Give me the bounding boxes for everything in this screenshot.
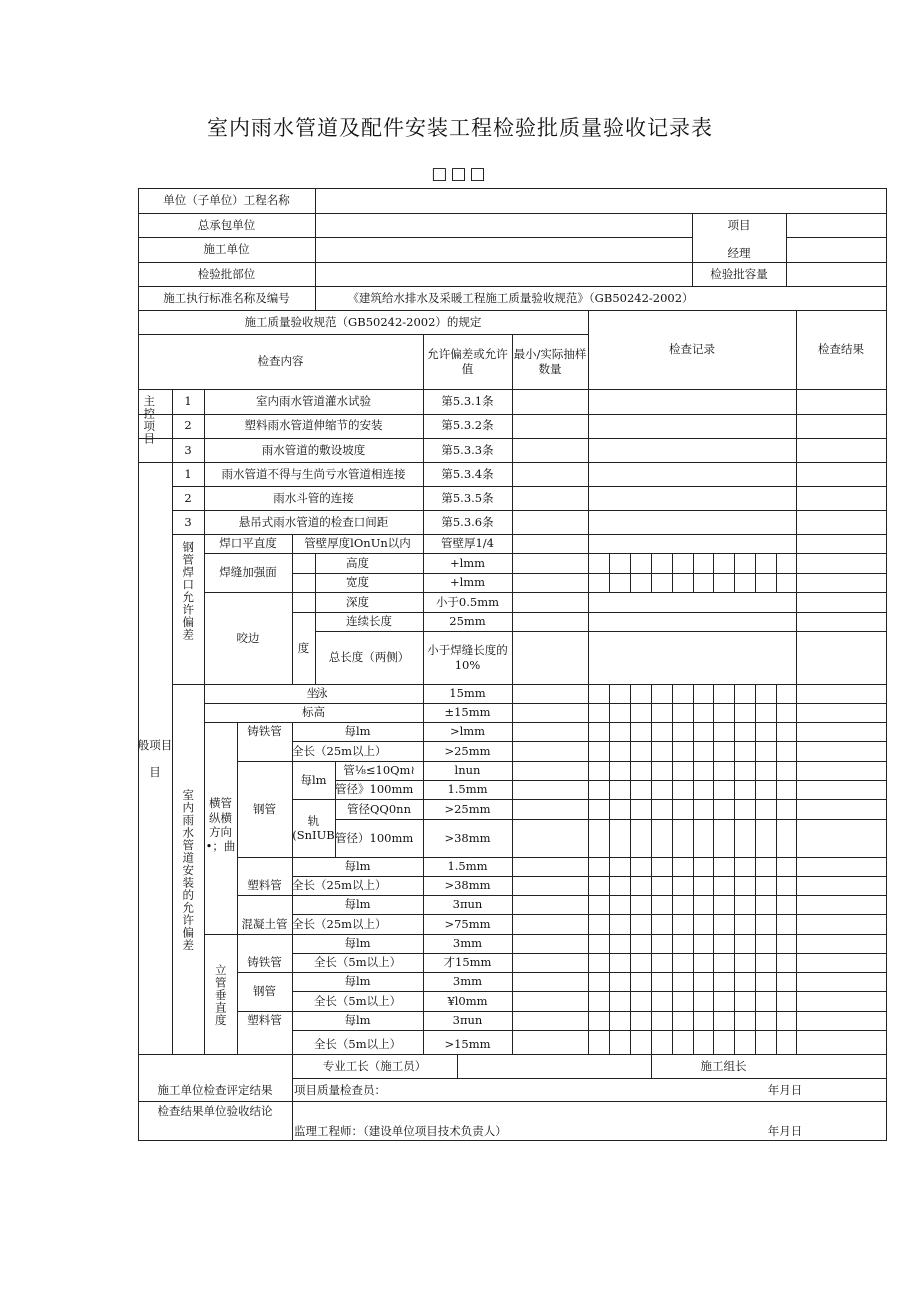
table-rule	[734, 684, 735, 1055]
pipe-coord-value: 15mm	[449, 686, 486, 701]
weld-depth-value: 小于0.5mm	[435, 594, 500, 609]
weld-group-label: 钢管焊口允许偏差	[181, 541, 196, 641]
general-item-ref: 第5.3.5条	[441, 490, 494, 505]
table-rule	[734, 553, 735, 593]
pipe-steel-value-2: 1.5mm	[447, 782, 488, 797]
table-rule	[292, 1030, 887, 1031]
table-rule	[796, 310, 797, 1055]
main-item-ref: 第5.3.1条	[441, 393, 494, 408]
standard-label: 施工执行标准名称及编号	[163, 290, 290, 305]
pipe-ci-total-value: >25mm	[444, 743, 491, 758]
pipe-steel-gui-label: 轨(SnIUB	[292, 813, 335, 842]
weld-cont-len-value: 25mm	[449, 614, 486, 629]
pipe-concrete-value-1: 3πun	[452, 897, 483, 912]
weld-width-label: 宽度	[346, 575, 369, 590]
result-header: 检查结果	[818, 342, 864, 357]
pipe-coord-label-2: 泳	[316, 686, 328, 701]
weld-reinforce-label: 焊缝加强面	[219, 565, 277, 580]
inspection-form-table	[138, 188, 886, 1141]
pipe-steel-label: 钢管	[253, 801, 276, 816]
pipe-vert-ci-value-1: 3mm	[452, 936, 483, 951]
weld-cont-len-label: 连续长度	[346, 614, 392, 629]
page-title: 室内雨水管道及配件安装工程检验批质量验收记录表	[207, 116, 713, 140]
pipe-cast-iron-label: 铸铁管	[247, 724, 282, 739]
pipe-vert-pl-value-2: >15mm	[444, 1037, 491, 1052]
pipe-concrete-label: 混凝土管	[241, 916, 288, 931]
table-rule	[886, 188, 887, 1141]
pipe-per-m-label: 每lm	[344, 724, 371, 739]
engineer-label: 监理工程师：（建设单位项目技术负责人）	[294, 1123, 507, 1138]
table-rule	[693, 553, 694, 593]
foreman-label: 专业工长（施工员）	[322, 1058, 427, 1073]
table-rule	[630, 553, 631, 593]
pipe-total-25-label: 全长（25m以上）	[292, 743, 387, 758]
pipe-steel-cond-4: 管径）100mm	[335, 830, 414, 845]
sample-header: 最小/实际抽样数量	[513, 347, 587, 376]
weld-height-label: 高度	[346, 555, 369, 570]
general-item-ref: 第5.3.6条	[441, 514, 494, 529]
pipe-plastic-value-1: 1.5mm	[447, 859, 488, 874]
form-code-boxes: □□□	[431, 164, 489, 184]
pipe-steel-cond-2: 管径》100mm	[335, 782, 414, 797]
general-items-label-2: 目	[149, 764, 161, 779]
pipe-concrete-total-label: 全长（25m以上）	[292, 916, 387, 931]
table-rule	[457, 1054, 458, 1079]
supervision-conclusion-label: 检查结果单位验收结论	[157, 1103, 273, 1118]
pipe-vert-st-total-label: 全长（5m以上）	[313, 993, 402, 1008]
weld-depth-label: 深度	[346, 594, 369, 609]
table-rule	[651, 684, 652, 1055]
pipe-steel-cond-1: 管⅛≤10Qm≀	[343, 763, 415, 778]
pipe-ci-per-m-value: >lmm	[449, 724, 486, 739]
pipe-vert-cast-iron-label: 铸铁管	[247, 955, 282, 970]
weld-flat-label: 焊口平直度	[219, 536, 277, 551]
main-item-content: 塑料雨水管道伸缩节的安装	[244, 418, 383, 433]
table-rule	[713, 553, 714, 593]
table-rule	[786, 237, 887, 238]
pipe-vert-pl-total-label: 全长（5m以上）	[313, 1037, 402, 1052]
weld-height-value: +lmm	[449, 555, 486, 570]
table-rule	[755, 684, 756, 1055]
main-items-label: 主控项目	[142, 394, 157, 445]
pipe-vert-steel-label: 钢管	[253, 984, 276, 999]
general-item-no: 1	[184, 466, 192, 481]
pipe-plastic-value-2: >38mm	[444, 878, 491, 893]
pipe-steel-cond-3: 管径QQ0nn	[347, 801, 411, 816]
capacity-label: 检验批容量	[710, 266, 768, 281]
general-items-label: 般项目	[137, 737, 173, 752]
main-item-content: 室内雨水管道灌水试验	[256, 393, 371, 408]
pipe-vert-ci-total-label: 全长（5m以上）	[313, 955, 402, 970]
pipe-vert-pl-per-m-label: 每lm	[344, 1013, 371, 1028]
table-rule	[609, 684, 610, 1055]
weld-flat-value: 管壁厚1/4	[440, 536, 494, 551]
table-rule	[588, 310, 589, 1055]
pm-label-2: 经理	[727, 245, 751, 260]
pm-label-1: 项目	[727, 217, 751, 232]
main-item-no: 3	[184, 442, 192, 457]
pipe-elev-value: ±15mm	[444, 705, 491, 720]
table-rule	[713, 684, 714, 1055]
table-rule	[630, 684, 631, 1055]
content-header: 检查内容	[257, 354, 304, 369]
general-item-content: 悬吊式雨水管道的检查口间距	[238, 514, 389, 529]
main-item-content: 雨水管道的敷设坡度	[261, 442, 366, 457]
pipe-group-label: 室内雨水管道安装的允许偏差	[181, 788, 196, 952]
eval-date: 年月日	[767, 1083, 803, 1098]
record-header: 检查记录	[669, 342, 715, 357]
pipe-steel-value-4: >38mm	[444, 830, 491, 845]
table-rule	[292, 1078, 887, 1079]
pipe-vert-plastic-label: 塑料管	[247, 1013, 282, 1028]
pipe-vert-st-per-m-label: 每lm	[344, 974, 371, 989]
weld-flat-cond: 管壁厚度lOnUn以内	[304, 536, 411, 551]
table-rule	[786, 213, 787, 287]
construction-unit-label: 施工单位	[203, 242, 250, 257]
main-item-no: 2	[184, 418, 192, 433]
pipe-steel-value-1: lnun	[454, 763, 481, 778]
general-item-content: 雨水斗管的连接	[273, 490, 354, 505]
pipe-vert-ci-value-2: 才15mm	[443, 955, 492, 970]
pipe-plastic-per-m-label: 每lm	[344, 859, 371, 874]
pipe-vert-pl-value-1: 3πun	[452, 1013, 483, 1028]
pipe-vertical-label: 立管垂直度	[213, 963, 228, 1027]
table-rule	[512, 334, 513, 1055]
conclusion-date: 年月日	[767, 1123, 803, 1138]
weld-total-len-label: 总长度（两侧）	[328, 650, 410, 665]
contractor-label: 总承包单位	[197, 217, 256, 232]
table-rule	[672, 553, 673, 593]
pipe-concrete-value-2: >75mm	[444, 916, 491, 931]
table-rule	[776, 684, 777, 1055]
pipe-horizontal-label: 横管纵横方向•；曲	[205, 796, 236, 854]
pipe-coord-label: 坐	[306, 686, 318, 701]
team-leader-label: 施工组长	[700, 1058, 747, 1073]
allow-header: 允许偏差或允许值	[427, 347, 508, 376]
weld-du-label: 度	[297, 640, 310, 655]
pipe-vert-ci-per-m-label: 每lm	[344, 936, 371, 951]
main-item-ref: 第5.3.2条	[441, 418, 494, 433]
project-name-label: 单位（子单位）工程名称	[163, 193, 290, 208]
table-rule	[776, 553, 777, 593]
table-rule	[138, 1140, 887, 1141]
pipe-steel-value-3: >25mm	[444, 801, 491, 816]
table-rule	[651, 553, 652, 593]
standard-value: 《建筑给水排水及采暖工程施工质量验收规范》（GB50242-2002）	[347, 290, 694, 305]
subpart-label: 检验批部位	[197, 266, 256, 281]
weld-width-value: +lmm	[449, 575, 486, 590]
pipe-steel-per-m-label: 每lm	[300, 772, 327, 787]
table-rule	[672, 684, 673, 1055]
pipe-vert-st-value-1: 3mm	[452, 974, 483, 989]
main-item-no: 1	[184, 393, 192, 408]
spec-header: 施工质量验收规范（GB50242-2002）的规定	[244, 314, 482, 329]
table-rule	[609, 553, 610, 593]
table-rule	[693, 684, 694, 1055]
construction-eval-label: 施工单位检查评定结果	[157, 1083, 273, 1098]
pipe-plastic-total-label: 全长（25m以上）	[292, 878, 387, 893]
main-item-ref: 第5.3.3条	[441, 442, 494, 457]
inspector-label: 项目质量检查员：	[294, 1083, 386, 1098]
table-rule	[755, 553, 756, 593]
general-item-ref: 第5.3.4条	[441, 466, 494, 481]
general-item-no: 3	[184, 514, 192, 529]
weld-total-len-value: 小于焊缝长度的10%	[427, 643, 508, 672]
pipe-vert-st-value-2: ¥l0mm	[447, 993, 488, 1008]
general-item-content: 雨水管道不得与生尚亏水管道相连接	[221, 466, 406, 481]
weld-bite-label: 咬边	[236, 630, 260, 645]
pipe-plastic-label: 塑料管	[247, 878, 282, 893]
pipe-elev-label: 标高	[302, 705, 325, 720]
pipe-concrete-per-m-label: 每lm	[344, 897, 371, 912]
general-item-no: 2	[184, 490, 192, 505]
